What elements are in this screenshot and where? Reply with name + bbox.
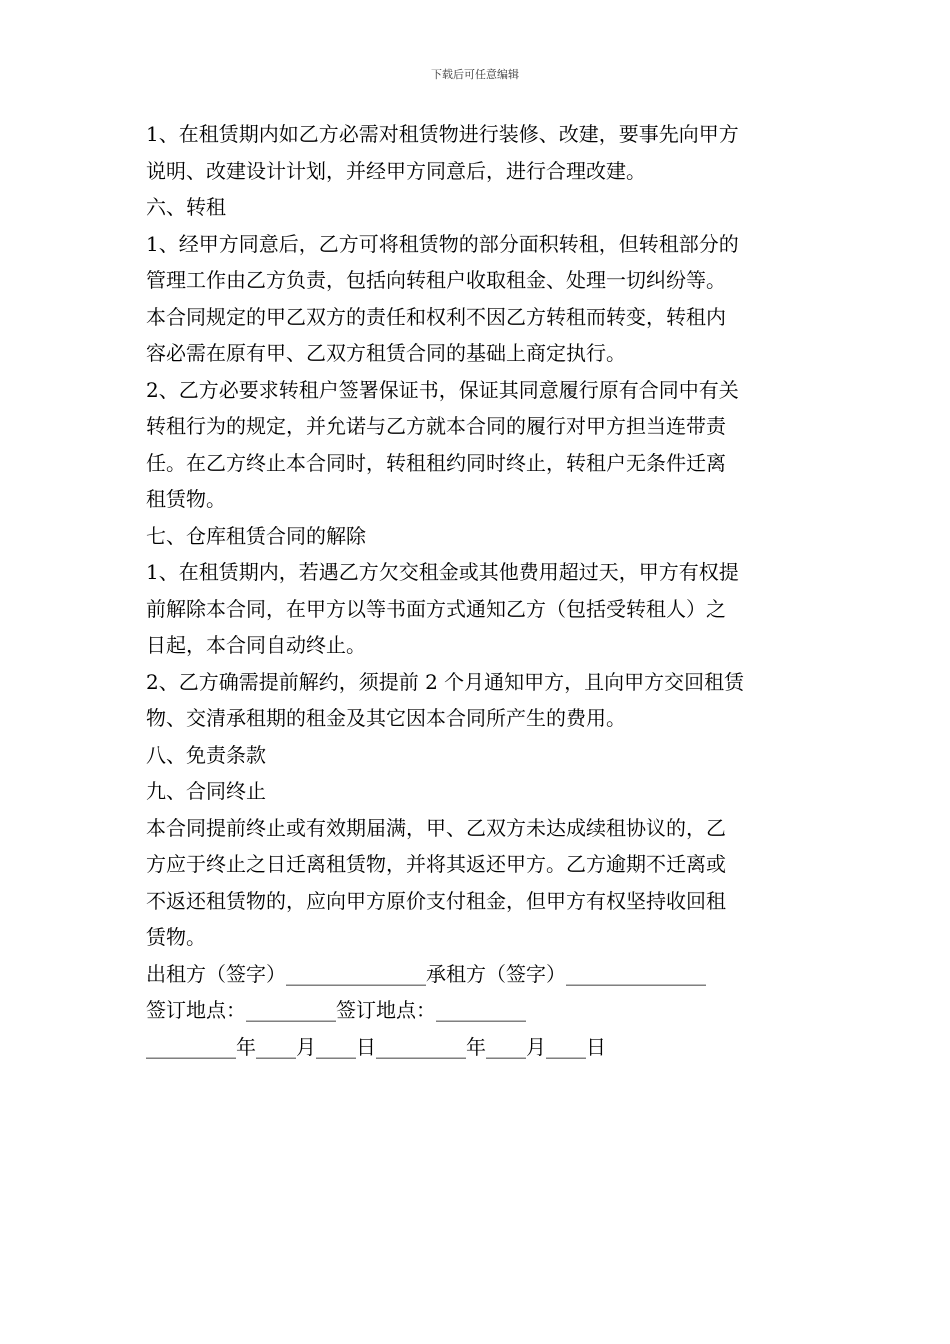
section-heading: 九、合同终止 bbox=[146, 779, 266, 803]
document-body bbox=[146, 116, 808, 1065]
text-line: 2、乙方必要求转租户签署保证书，保证其同意履行原有合同中有关 bbox=[146, 377, 739, 402]
signature-line: 出租方（签字）______________承租方（签字）______________ bbox=[146, 961, 706, 986]
text-line: 2、乙方确需提前解约，须提前 2 个月通知甲方，且向甲方交回租赁 bbox=[146, 669, 745, 694]
text-line: 管理工作由乙方负责，包括向转租户收取租金、处理一切纠纷等。 bbox=[146, 268, 726, 292]
text-line: 本合同规定的甲乙双方的责任和权利不因乙方转租而转变，转租内 bbox=[146, 304, 726, 329]
text-line: 1、经甲方同意后，乙方可将租赁物的部分面积转租，但转租部分的 bbox=[146, 231, 739, 256]
text-line: 不返还租赁物的，应向甲方原价支付租金，但甲方有权坚持收回租 bbox=[146, 888, 726, 913]
text-line: 说明、改建设计计划，并经甲方同意后，进行合理改建。 bbox=[146, 158, 646, 183]
text-line: 物、交清承租期的租金及其它因本合同所产生的费用。 bbox=[146, 706, 626, 730]
text-line: 转租行为的规定，并允诺与乙方就本合同的履行对甲方担当连带责 bbox=[146, 414, 726, 438]
text-line: 1、在租赁期内如乙方必需对租赁物进行装修、改建，要事先向甲方 bbox=[146, 122, 739, 146]
text-line: 前解除本合同，在甲方以等书面方式通知乙方（包括受转租人）之 bbox=[146, 596, 726, 621]
signing-place-line: 签订地点：_________签订地点：_________ bbox=[146, 998, 526, 1022]
date-line: _________年____月____日_________年____月____日 bbox=[146, 1034, 606, 1059]
section-heading: 六、转租 bbox=[146, 195, 226, 219]
text-line: 赁物。 bbox=[146, 925, 206, 949]
section-heading: 八、免责条款 bbox=[146, 742, 266, 767]
text-line: 容必需在原有甲、乙双方租赁合同的基础上商定执行。 bbox=[146, 341, 626, 365]
text-line: 日起，本合同自动终止。 bbox=[146, 633, 366, 657]
section-heading: 七、仓库租赁合同的解除 bbox=[146, 523, 366, 548]
text-line: 任。在乙方终止本合同时，转租租约同时终止，转租户无条件迁离 bbox=[146, 450, 726, 475]
text-line: 1、在租赁期内，若遇乙方欠交租金或其他费用超过天，甲方有权提 bbox=[146, 560, 739, 584]
text-line: 租赁物。 bbox=[146, 487, 226, 511]
header-note: 下载后可任意编辑 bbox=[431, 68, 519, 81]
text-line: 本合同提前终止或有效期届满，甲、乙双方未达成续租协议的，乙 bbox=[146, 815, 726, 840]
text-line: 方应于终止之日迁离租赁物，并将其返还甲方。乙方逾期不迁离或 bbox=[146, 852, 726, 876]
